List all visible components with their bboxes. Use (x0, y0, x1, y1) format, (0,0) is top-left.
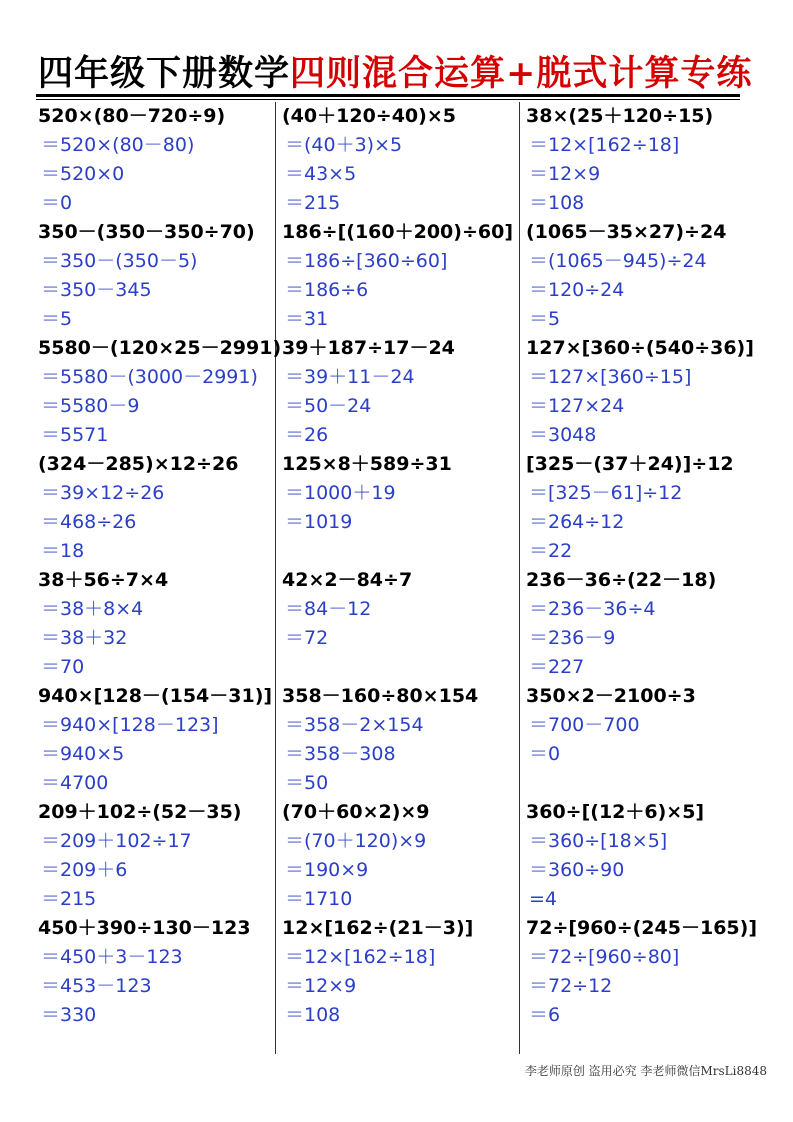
problem-block (282, 566, 522, 682)
solution-step: ＝50 (285, 772, 329, 794)
problem-expression: 350×2－2100÷3 (526, 685, 696, 707)
solution-step: ＝120÷24 (529, 279, 625, 301)
solution-step: ＝72÷12 (529, 975, 613, 997)
solution-step: ＝358－308 (285, 743, 396, 765)
solution-step: ＝358－2×154 (285, 714, 424, 736)
solution-step: ＝450＋3－123 (41, 946, 183, 968)
solution-step: ＝236－9 (529, 627, 616, 649)
solution-step: ＝39×12÷26 (41, 482, 165, 504)
problem-expression: 39＋187÷17－24 (282, 337, 455, 359)
problem-column-1 (38, 102, 282, 1030)
solution-step: ＝0 (529, 743, 561, 765)
problem-expression: 72÷[960÷(245－165)] (526, 917, 757, 939)
problem-block (282, 102, 522, 218)
solution-step: ＝350－345 (41, 279, 152, 301)
solution-step: ＝1019 (285, 511, 353, 533)
problem-column-2 (282, 102, 522, 1030)
problem-block (38, 334, 282, 450)
solution-step: ＝31 (285, 308, 329, 330)
problem-block (282, 334, 522, 450)
solution-step: ＝360÷90 (529, 859, 625, 881)
page-title (38, 52, 752, 96)
problem-expression: 38×(25＋120÷15) (526, 105, 714, 127)
problem-block (526, 334, 766, 450)
problem-expression: [325－(37＋24)]÷12 (526, 453, 734, 475)
solution-step: ＝940×[128－123] (41, 714, 219, 736)
solution-step: ＝(70＋120)×9 (285, 830, 427, 852)
solution-step: ＝520×(80－80) (41, 134, 195, 156)
problem-expression: (40＋120÷40)×5 (282, 105, 456, 127)
problem-expression: 450＋390÷130－123 (38, 917, 251, 939)
solution-step: ＝700－700 (529, 714, 640, 736)
problem-block (38, 218, 278, 334)
solution-step: ＝5 (529, 308, 561, 330)
solution-step: ＝215 (41, 888, 97, 910)
solution-step: ＝520×0 (41, 163, 125, 185)
solution-step: ＝26 (285, 424, 329, 446)
solution-step: ＝22 (529, 540, 573, 562)
solution-step: ＝0 (41, 192, 73, 214)
solution-step: ＝215 (285, 192, 341, 214)
problem-block (282, 914, 522, 1030)
problem-block (38, 798, 278, 914)
problem-block (282, 218, 522, 334)
problem-expression: 209＋102÷(52－35) (38, 801, 242, 823)
solution-step: ＝360÷[18×5] (529, 830, 668, 852)
solution-step: ＝12×9 (529, 163, 601, 185)
title-rule-thick (36, 94, 740, 97)
title-rule-thin (36, 99, 740, 100)
problem-block (526, 450, 766, 566)
problem-expression: 358－160÷80×154 (282, 685, 479, 707)
title-black-part: 四年级下册数学 (38, 53, 291, 94)
problem-expression: 5580－(120×25－2991) (38, 337, 282, 359)
solution-step: ＝209＋102÷17 (41, 830, 192, 852)
problem-block (38, 102, 278, 218)
solution-step: ＝236－36÷4 (529, 598, 656, 620)
solution-step: ＝190×9 (285, 859, 369, 881)
problem-expression: 350－(350－350÷70) (38, 221, 255, 243)
problem-expression: 125×8＋589÷31 (282, 453, 452, 475)
problem-block (38, 682, 278, 798)
solution-step: ＝84－12 (285, 598, 372, 620)
solution-step: ＝43×5 (285, 163, 357, 185)
problem-expression: 360÷[(12＋6)×5] (526, 801, 705, 823)
solution-step (282, 653, 522, 682)
solution-step: ＝186÷6 (285, 279, 369, 301)
solution-step: ＝39＋11－24 (285, 366, 415, 388)
problem-block (38, 914, 278, 1030)
problem-block (526, 682, 766, 798)
problem-block (282, 682, 522, 798)
problem-expression: (70＋60×2)×9 (282, 801, 430, 823)
problem-expression: 38＋56÷7×4 (38, 569, 169, 591)
problem-expression: 186÷[(160＋200)÷60] (282, 221, 513, 243)
problem-expression: 520×(80－720÷9) (38, 105, 226, 127)
solution-step: ＝38＋32 (41, 627, 128, 649)
problem-column-3 (526, 102, 766, 1030)
solution-step: ＝5580－(3000－2991) (41, 366, 258, 388)
solution-step: ＝1000＋19 (285, 482, 396, 504)
solution-step: ＝5 (41, 308, 73, 330)
solution-step: =4 (529, 888, 558, 910)
solution-step: ＝38＋8×4 (41, 598, 144, 620)
problem-expression: 236－36÷(22－18) (526, 569, 717, 591)
problem-block (38, 450, 278, 566)
solution-step: ＝12×[162÷18] (529, 134, 680, 156)
solution-step: ＝5571 (41, 424, 109, 446)
solution-step: ＝3048 (529, 424, 597, 446)
problem-block (38, 566, 278, 682)
solution-step: ＝1710 (285, 888, 353, 910)
solution-step: ＝227 (529, 656, 585, 678)
solution-step: ＝186÷[360÷60] (285, 250, 448, 272)
solution-step: ＝108 (285, 1004, 341, 1026)
solution-step: ＝12×9 (285, 975, 357, 997)
solution-step: ＝4700 (41, 772, 109, 794)
solution-step: ＝127×24 (529, 395, 625, 417)
solution-step: ＝72 (285, 627, 329, 649)
solution-step: ＝(1065－945)÷24 (529, 250, 707, 272)
solution-step: ＝50－24 (285, 395, 372, 417)
solution-step: ＝453－123 (41, 975, 152, 997)
solution-step (282, 537, 522, 566)
copyright-footer: 李老师原创 盗用必究 李老师微信MrsLi8848 (524, 1064, 767, 1078)
solution-step: ＝70 (41, 656, 85, 678)
problem-block (526, 218, 766, 334)
solution-step: ＝(40＋3)×5 (285, 134, 403, 156)
solution-step: ＝264÷12 (529, 511, 625, 533)
problem-block (526, 102, 766, 218)
solution-step: ＝108 (529, 192, 585, 214)
solution-step: ＝18 (41, 540, 85, 562)
solution-step: ＝209＋6 (41, 859, 128, 881)
problem-expression: 127×[360÷(540÷36)] (526, 337, 754, 359)
problem-expression: 42×2－84÷7 (282, 569, 413, 591)
problem-block (282, 450, 522, 566)
solution-step: ＝940×5 (41, 743, 125, 765)
title-red-part: 四则混合运算+脱式计算专练 (290, 53, 753, 94)
solution-step: ＝468÷26 (41, 511, 137, 533)
solution-step: ＝330 (41, 1004, 97, 1026)
problem-block (526, 798, 766, 914)
problem-expression: 12×[162÷(21－3)] (282, 917, 474, 939)
solution-step: ＝[325－61]÷12 (529, 482, 683, 504)
problem-block (282, 798, 522, 914)
solution-step (526, 769, 766, 798)
solution-step: ＝12×[162÷18] (285, 946, 436, 968)
problem-expression: (324－285)×12÷26 (38, 453, 239, 475)
solution-step: ＝6 (529, 1004, 561, 1026)
problem-block (526, 566, 766, 682)
problem-block (526, 914, 766, 1030)
problem-expression: (1065－35×27)÷24 (526, 221, 727, 243)
problem-expression: 940×[128－(154－31)] (38, 685, 273, 707)
solution-step: ＝350－(350－5) (41, 250, 198, 272)
solution-step: ＝72÷[960÷80] (529, 946, 680, 968)
solution-step: ＝5580－9 (41, 395, 140, 417)
solution-step: ＝127×[360÷15] (529, 366, 692, 388)
